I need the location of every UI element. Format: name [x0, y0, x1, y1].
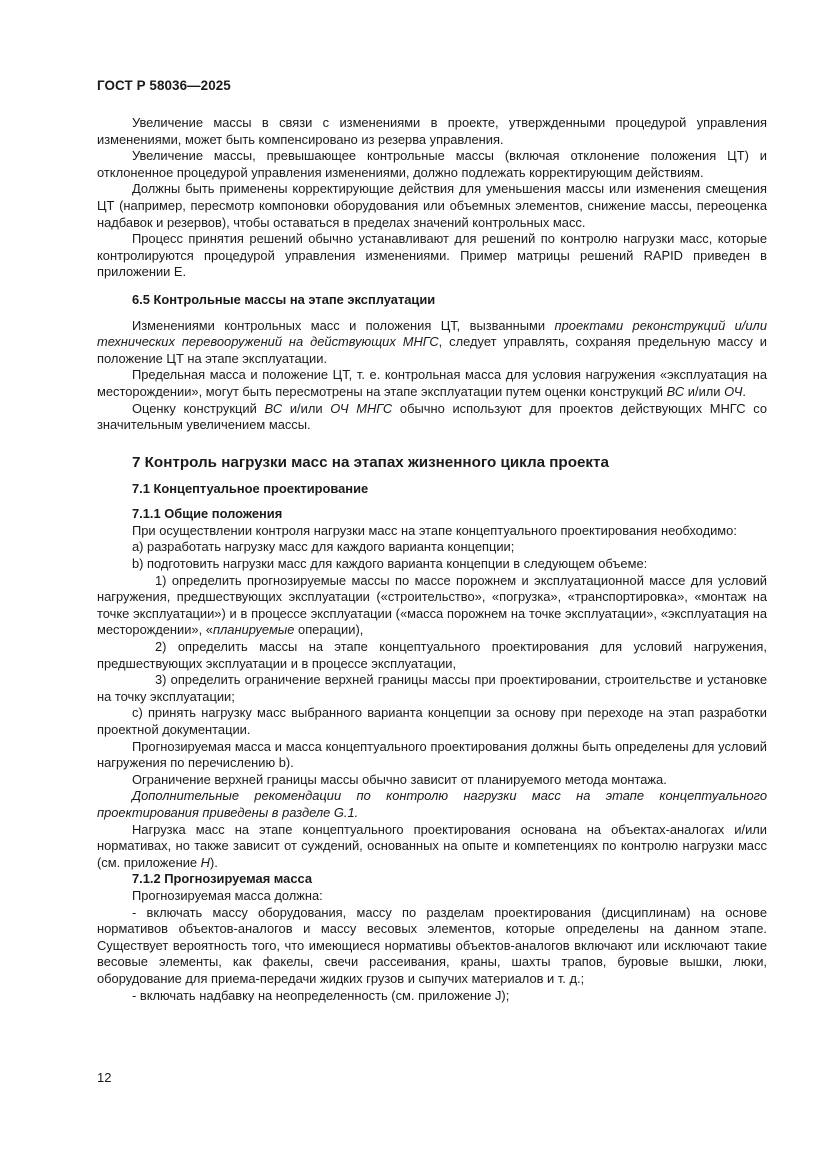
paragraph-6-5-assessment: [97, 401, 767, 434]
text-run: Предельная масса и положение ЦТ, т. е. контрольная масса для условия нагружения «эксплуатация на месторождении», могут быть пересмотрены на этапе эксплуатации путем оценки конструкций: [97, 367, 767, 399]
section-7-title: 7 Контроль нагрузки масс на этапах жизненного цикла проекта: [132, 453, 609, 471]
paragraph-7-1-2-intro: Прогнозируемая масса должна:: [132, 887, 323, 903]
text-run-italic: ОЧ МНГС: [330, 400, 393, 416]
text-run: Оценку конструкций: [132, 400, 265, 416]
paragraph-6-5-limit-mass: [97, 367, 767, 400]
page-body: [97, 115, 767, 1004]
paragraph-additional-recommendations: Дополнительные рекомендации по контролю нагрузки масс на этапе концептуального проектирования приведены в разделе G.1.: [97, 788, 767, 820]
list-item-b-2: 2) определить массы на этапе концептуального проектирования для условий нагружения, предшествующих эксплуатации и в процессе эксплуатации,: [97, 639, 767, 671]
text-run: ).: [209, 854, 218, 870]
document-code-header: ГОСТ Р 58036—2025: [97, 78, 231, 93]
text-run: .: [742, 383, 746, 399]
paragraph-forecast-and-concept-mass: Прогнозируемая масса и масса концептуального проектирования должны быть определены для условий нагружения по перечислению b).: [97, 738, 767, 771]
text-run: обычно используют для проектов действующих МНГС со значительным увеличением массы.: [97, 400, 767, 433]
text-run-italic: ВС: [264, 400, 283, 416]
text-run: операции),: [294, 622, 364, 638]
paragraph-mass-increase-reserve: Увеличение массы в связи с изменениями в проекте, утвержденными процедурой управления изменениями, может быть компенсировано из резерва управления.: [97, 115, 767, 147]
text-run-italic: ОЧ: [724, 383, 743, 399]
paragraph-decision-process: Процесс принятия решений обычно устанавливают для решений по контролю нагрузки масс, которые контролируются процедурой управления изменениями. Пример матрицы решений RAPID приведен в приложении Е.: [97, 231, 767, 280]
dash-item-uncertainty-allowance: - включать надбавку на неопределенность (см. приложение J);: [132, 987, 510, 1003]
text-run: и/или: [684, 383, 725, 399]
section-7-1-title: 7.1 Концептуальное проектирование: [132, 480, 369, 496]
text-run: Нагрузка масс на этапе концептуального проектирования основана на объектах-аналогах и/или нормативах, но также зависит от суждений, основанных на опыте и компетенциях по контролю нагрузки масс (см. приложение: [97, 821, 767, 870]
text-run-italic: проектами реконструкций и/или технических перевооружений на действующих МНГС: [97, 317, 767, 350]
section-7-1-1-title: 7.1.1 Общие положения: [132, 506, 283, 522]
paragraph-6-5-control-changes: [97, 318, 767, 368]
section-7-1-2-title: 7.1.2 Прогнозируемая масса: [132, 871, 312, 887]
paragraph-7-1-1-intro: При осуществлении контроля нагрузки масс на этапе концептуального проектирования необходимо:: [132, 522, 737, 538]
list-item-b-1: [97, 573, 767, 639]
paragraph-mass-exceed-control: Увеличение массы, превышающее контрольные массы (включая отклонение положения ЦТ) и отклоненное процедурой управления изменениями, должно подлежать корректирующим действиям.: [97, 148, 767, 180]
text-run: , следует управлять, сохраняя предельную массу и положение ЦТ на этапе эксплуатации.: [97, 334, 767, 366]
paragraph-analog-based-loading: [97, 822, 767, 872]
page-number: 12: [97, 1070, 112, 1085]
dash-item-equipment-mass: - включать массу оборудования, массу по разделам проектирования (дисциплинам) на основе нормативов объектов-аналогов и массу весовых элементов, которые определены на данном этапе. Существует вероятность того, что имеющиеся нормативы объектов-аналогов включают или исключают такие весовые элементы, как факелы, свечи рассеивания, краны, шахты трапов, буровые вышки, люки, оборудование для приема-передачи жидких грузов и сыпучих материалов и т. д.;: [97, 904, 767, 986]
text-run: и/или: [282, 400, 331, 416]
list-item-c: с) принять нагрузку масс выбранного варианта концепции за основу при переходе на этап разработки проектной документации.: [97, 705, 767, 737]
list-item-b-3: 3) определить ограничение верхней границы массы при проектировании, строительстве и установке на точку эксплуатации;: [97, 672, 767, 704]
paragraph-corrective-actions: Должны быть применены корректирующие действия для уменьшения массы или изменения смещения ЦТ (например, пересмотр компоновки оборудования или объемных элементов, снижение массы, переоценка надбавок и резервов), чтобы оставаться в пределах значений контрольных масс.: [97, 181, 767, 230]
paragraph-upper-limit: Ограничение верхней границы массы обычно зависит от планируемого метода монтажа.: [132, 771, 667, 787]
text-run: Изменениями контрольных масс и положения ЦТ, вызванными: [132, 317, 555, 333]
text-run-italic: H: [200, 854, 210, 870]
list-item-a: а) разработать нагрузку масс для каждого варианта концепции;: [132, 539, 515, 555]
text-run-italic: планируемые: [212, 622, 295, 638]
text-run-italic: ВС: [666, 383, 685, 399]
section-6-5-title: 6.5 Контрольные массы на этапе эксплуатации: [132, 291, 436, 307]
text-run: 1) определить прогнозируемые массы по массе порожнем и эксплуатационной массе для условий нагружения, предшествующих эксплуатации («строительство», «погрузка», «транспортировка», «монтаж на точке эксплуатации») и в процессе эксплуатации («масса порожнем на точке эксплуатации», «эксплуатация на месторождении», «: [97, 572, 767, 638]
list-item-b: b) подготовить нагрузки масс для каждого варианта концепции в следующем объеме:: [132, 556, 648, 572]
